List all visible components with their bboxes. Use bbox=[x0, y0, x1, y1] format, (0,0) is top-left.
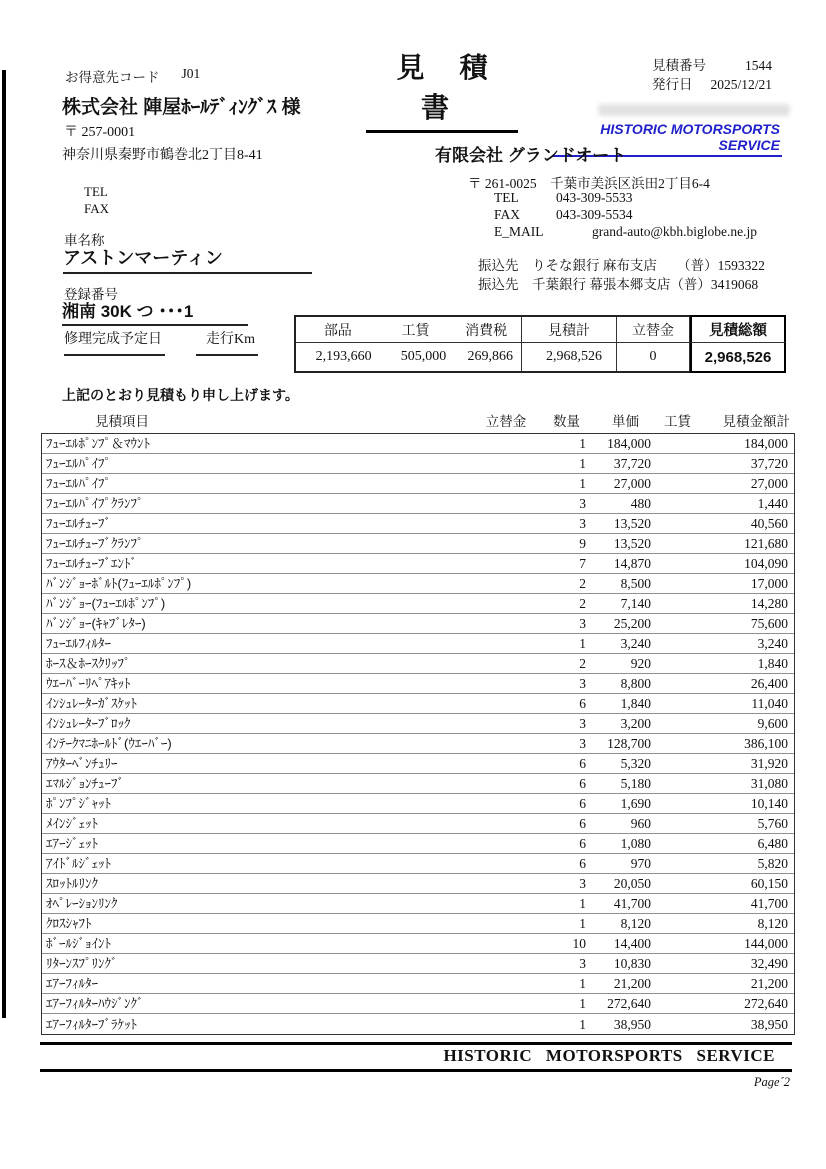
table-row bbox=[42, 434, 794, 454]
items-header-amount: 見積金額計 bbox=[722, 414, 790, 429]
cell-amount: 5,820 bbox=[757, 856, 788, 871]
table-row bbox=[42, 714, 794, 734]
cell-amount: 31,080 bbox=[750, 776, 788, 791]
table-row bbox=[42, 694, 794, 714]
cell-qty: 6 bbox=[579, 836, 586, 851]
cell-qty: 1 bbox=[579, 456, 586, 471]
cell-qty: 1 bbox=[579, 436, 586, 451]
cell-name: ｴｱｰｼﾞｪｯﾄ bbox=[46, 836, 98, 851]
notice-text: 上記のとおり見積もり申し上げます。 bbox=[62, 387, 299, 403]
summary-combo-values bbox=[296, 343, 522, 371]
customer-fax-label: FAX bbox=[84, 201, 110, 216]
cell-name: ﾌｭｰｴﾙﾎﾟﾝﾌﾟ＆ﾏｳﾝﾄ bbox=[46, 436, 151, 451]
cell-unit_price: 25,200 bbox=[613, 616, 651, 631]
vendor-email-row bbox=[494, 224, 757, 240]
cell-qty: 10 bbox=[572, 936, 586, 951]
cell-qty: 6 bbox=[579, 696, 586, 711]
cell-qty: 7 bbox=[579, 556, 586, 571]
summary-subtotal-label: 見積計 bbox=[522, 317, 617, 343]
cell-unit_price: 960 bbox=[630, 816, 651, 831]
summary-table bbox=[294, 315, 786, 373]
cell-unit_price: 38,950 bbox=[613, 1016, 651, 1032]
cell-unit_price: 5,180 bbox=[620, 776, 651, 791]
cell-name: ｲﾝﾃｰｸﾏﾆﾎｰﾙﾄﾞ(ｳｴｰﾊﾞｰ) bbox=[46, 736, 172, 751]
cell-qty: 6 bbox=[579, 816, 586, 831]
cell-name: ﾊﾞﾝｼﾞｮｰﾎﾞﾙﾄ(ﾌｭｰｴﾙﾎﾟﾝﾌﾟ) bbox=[46, 576, 192, 591]
cell-name: ﾊﾞﾝｼﾞｮｰ(ｷｬﾌﾞﾚﾀｰ) bbox=[46, 616, 146, 631]
table-row bbox=[42, 474, 794, 494]
registration-number: 湘南 30K つ ･･･1 bbox=[62, 297, 248, 326]
cell-unit_price: 14,870 bbox=[613, 556, 651, 571]
cell-name: ｴｱｰﾌｨﾙﾀｰﾊｳｼﾞﾝｸﾞ bbox=[46, 996, 144, 1011]
vendor-fax-row bbox=[494, 207, 633, 223]
cell-qty: 1 bbox=[579, 896, 586, 911]
cell-qty: 3 bbox=[579, 956, 586, 971]
estimate-no-label: 見積番号 bbox=[652, 58, 706, 73]
cell-name: ﾎｰｽ＆ﾎｰｽｸﾘｯﾌﾟ bbox=[46, 656, 131, 671]
bank-account-1: 振込先 りそな銀行 麻布支店 （普）1593322 bbox=[478, 258, 765, 273]
cell-amount: 272,640 bbox=[744, 996, 788, 1011]
cell-amount: 184,000 bbox=[744, 436, 788, 451]
cell-unit_price: 13,520 bbox=[613, 516, 651, 531]
table-row bbox=[42, 754, 794, 774]
cell-qty: 2 bbox=[579, 596, 586, 611]
cell-name: ｴｱｰﾌｨﾙﾀｰ bbox=[46, 976, 98, 991]
cell-qty: 6 bbox=[579, 776, 586, 791]
vehicle-name: アストンマーティン bbox=[63, 244, 312, 274]
document-meta bbox=[652, 56, 772, 94]
cell-unit_price: 272,640 bbox=[607, 996, 651, 1011]
cell-qty: 3 bbox=[579, 496, 586, 511]
cell-unit_price: 20,050 bbox=[613, 876, 651, 891]
summary-subtotal-value: 2,968,526 bbox=[522, 343, 617, 371]
cell-qty: 1 bbox=[579, 916, 586, 931]
cell-amount: 9,600 bbox=[757, 716, 788, 731]
cell-qty: 1 bbox=[579, 476, 586, 491]
table-row bbox=[42, 934, 794, 954]
cell-unit_price: 13,520 bbox=[613, 536, 651, 551]
cell-qty: 3 bbox=[579, 716, 586, 731]
cell-unit_price: 37,720 bbox=[613, 456, 651, 471]
table-row bbox=[42, 554, 794, 574]
table-row bbox=[42, 834, 794, 854]
summary-tax-label: 消費税 bbox=[465, 323, 508, 339]
cell-name: ﾌｭｰｴﾙﾁｭｰﾌﾞｴﾝﾄﾞ bbox=[46, 556, 137, 571]
bank-account-2: 振込先 千葉銀行 幕張本郷支店（普）3419068 bbox=[478, 277, 759, 292]
cell-amount: 8,120 bbox=[757, 916, 788, 931]
cell-amount: 37,720 bbox=[750, 456, 788, 471]
issue-date-value: 2025/12/21 bbox=[710, 77, 772, 92]
scan-artifact-bar bbox=[2, 70, 6, 1018]
cell-qty: 3 bbox=[579, 516, 586, 531]
mileage-underline bbox=[196, 354, 258, 356]
cell-unit_price: 27,000 bbox=[613, 476, 651, 491]
page-number: Page´2 bbox=[753, 1075, 790, 1089]
vendor-tel-row bbox=[494, 190, 633, 206]
summary-parts-value: 2,193,660 bbox=[315, 349, 372, 364]
registration-label: 登録番号 bbox=[64, 287, 118, 302]
cell-amount: 144,000 bbox=[744, 936, 788, 951]
footer-rule-top bbox=[40, 1042, 792, 1045]
summary-combo-header bbox=[296, 317, 522, 343]
cell-name: ｽﾛｯﾄﾙﾘﾝｸ bbox=[46, 876, 98, 891]
cell-amount: 31,920 bbox=[750, 756, 788, 771]
summary-total-value: 2,968,526 bbox=[690, 343, 786, 373]
cell-amount: 40,560 bbox=[750, 516, 788, 531]
mileage-label: 走行Km bbox=[206, 332, 255, 347]
cell-amount: 1,840 bbox=[757, 656, 788, 671]
cell-qty: 6 bbox=[579, 856, 586, 871]
cell-unit_price: 7,140 bbox=[620, 596, 651, 611]
table-row bbox=[42, 634, 794, 654]
cell-unit_price: 8,500 bbox=[620, 576, 651, 591]
table-row bbox=[42, 514, 794, 534]
table-row bbox=[42, 534, 794, 554]
cell-qty: 6 bbox=[579, 796, 586, 811]
summary-advance-label: 立替金 bbox=[617, 317, 690, 343]
cell-qty: 1 bbox=[579, 1016, 586, 1032]
cell-unit_price: 128,700 bbox=[607, 736, 651, 751]
cell-unit_price: 3,200 bbox=[620, 716, 651, 731]
cell-name: ｳｴｰﾊﾞｰﾘﾍﾟｱｷｯﾄ bbox=[46, 676, 131, 691]
cell-name: ﾌｭｰｴﾙﾌｨﾙﾀｰ bbox=[46, 636, 111, 651]
cell-name: ｵﾍﾟﾚｰｼｮﾝﾘﾝｸ bbox=[46, 896, 118, 911]
cell-amount: 17,000 bbox=[750, 576, 788, 591]
cell-unit_price: 5,320 bbox=[620, 756, 651, 771]
table-row bbox=[42, 1014, 794, 1034]
cell-unit_price: 3,240 bbox=[620, 636, 651, 651]
summary-labor-value: 505,000 bbox=[400, 349, 447, 364]
table-row bbox=[42, 454, 794, 474]
cell-amount: 5,760 bbox=[757, 816, 788, 831]
cell-amount: 14,280 bbox=[750, 596, 788, 611]
vendor-fax-label: FAX bbox=[494, 207, 521, 222]
cell-amount: 38,950 bbox=[750, 1016, 788, 1032]
table-row bbox=[42, 874, 794, 894]
cell-name: ﾌｭｰｴﾙﾁｭｰﾌﾞｸﾗﾝﾌﾟ bbox=[46, 536, 144, 551]
table-row bbox=[42, 954, 794, 974]
items-header-labor: 工賃 bbox=[664, 414, 691, 429]
customer-code-row bbox=[65, 66, 200, 86]
cell-name: ﾊﾞﾝｼﾞｮｰ(ﾌｭｰｴﾙﾎﾟﾝﾌﾟ) bbox=[46, 596, 166, 611]
vendor-logo: HISTORIC MOTORSPORTS SERVICE bbox=[552, 121, 782, 157]
cell-amount: 32,490 bbox=[750, 956, 788, 971]
cell-qty: 9 bbox=[579, 536, 586, 551]
customer-address: 神奈川県秦野市鶴巻北2丁目8-41 bbox=[62, 148, 263, 163]
cell-name: ｱｲﾄﾞﾙｼﾞｪｯﾄ bbox=[46, 856, 111, 871]
vendor-email-label: E_MAIL bbox=[494, 224, 544, 239]
items-body bbox=[41, 433, 795, 1035]
cell-amount: 121,680 bbox=[744, 536, 788, 551]
table-row bbox=[42, 674, 794, 694]
cell-name: ﾎﾞｰﾙｼﾞｮｲﾝﾄ bbox=[46, 936, 111, 951]
table-row bbox=[42, 574, 794, 594]
vendor-address: 〒 261-0025 千葉市美浜区浜田2丁目6-4 bbox=[468, 176, 710, 191]
cell-amount: 104,090 bbox=[744, 556, 788, 571]
cell-qty: 1 bbox=[579, 636, 586, 651]
cell-amount: 60,150 bbox=[750, 876, 788, 891]
table-row bbox=[42, 594, 794, 614]
table-row bbox=[42, 614, 794, 634]
cell-unit_price: 14,400 bbox=[613, 936, 651, 951]
summary-tax-value: 269,866 bbox=[467, 349, 513, 364]
customer-code-value: J01 bbox=[181, 66, 201, 81]
cell-amount: 386,100 bbox=[744, 736, 788, 751]
table-row bbox=[42, 854, 794, 874]
cell-unit_price: 970 bbox=[630, 856, 651, 871]
cell-qty: 6 bbox=[579, 756, 586, 771]
cell-unit_price: 184,000 bbox=[607, 436, 651, 451]
cell-qty: 1 bbox=[579, 976, 586, 991]
table-row bbox=[42, 974, 794, 994]
cell-name: ｴﾏﾙｼﾞｮﾝﾁｭｰﾌﾞ bbox=[46, 776, 124, 791]
table-row bbox=[42, 914, 794, 934]
footer-company: HISTORIC MOTORSPORTS SERVICE bbox=[443, 1046, 775, 1065]
issue-date-label: 発行日 bbox=[652, 77, 693, 92]
cell-amount: 21,200 bbox=[750, 976, 788, 991]
cell-amount: 11,040 bbox=[751, 696, 788, 711]
cell-name: ﾒｲﾝｼﾞｪｯﾄ bbox=[46, 816, 98, 831]
vendor-fax-value: 043-309-5534 bbox=[556, 207, 633, 222]
table-row bbox=[42, 734, 794, 754]
table-row bbox=[42, 494, 794, 514]
cell-name: ﾘﾀｰﾝｽﾌﾟﾘﾝｸﾞ bbox=[46, 956, 118, 971]
summary-advance-value: 0 bbox=[617, 343, 690, 371]
cell-unit_price: 920 bbox=[630, 656, 651, 671]
table-row bbox=[42, 654, 794, 674]
items-header-advance: 立替金 bbox=[485, 414, 527, 429]
schedule-row bbox=[64, 328, 255, 348]
vendor-name: 有限会社 グランドオート bbox=[435, 146, 627, 165]
cell-unit_price: 1,690 bbox=[620, 796, 651, 811]
cell-name: ﾌｭｰｴﾙﾁｭｰﾌﾞ bbox=[46, 516, 111, 531]
cell-name: ｴｱｰﾌｨﾙﾀｰﾌﾞﾗｹｯﾄ bbox=[46, 1016, 137, 1032]
table-row bbox=[42, 894, 794, 914]
scan-artifact-smudge bbox=[598, 104, 790, 116]
table-row bbox=[42, 774, 794, 794]
cell-unit_price: 10,830 bbox=[613, 956, 651, 971]
cell-qty: 2 bbox=[579, 576, 586, 591]
cell-name: ﾎﾟﾝﾌﾟｼﾞｬｯﾄ bbox=[46, 796, 111, 811]
cell-name: ﾌｭｰｴﾙﾊﾟｲﾌﾟ bbox=[46, 476, 111, 491]
cell-name: ｱｳﾀｰﾍﾞﾝﾁｭﾘｰ bbox=[46, 756, 118, 771]
summary-parts-label: 部品 bbox=[323, 323, 352, 339]
cell-qty: 3 bbox=[579, 736, 586, 751]
cell-name: ﾌｭｰｴﾙﾊﾟｲﾌﾟ bbox=[46, 456, 111, 471]
cell-name: ｲﾝｼｭﾚｰﾀｰｶﾞｽｹｯﾄ bbox=[46, 696, 137, 711]
estimate-no-value: 1544 bbox=[745, 58, 772, 73]
customer-tel-label: TEL bbox=[84, 184, 108, 199]
cell-amount: 26,400 bbox=[750, 676, 788, 691]
vendor-email-value: grand-auto@kbh.biglobe.ne.jp bbox=[592, 224, 758, 239]
vendor-tel-value: 043-309-5533 bbox=[556, 190, 633, 205]
cell-amount: 41,700 bbox=[750, 896, 788, 911]
cell-qty: 3 bbox=[579, 876, 586, 891]
cell-name: ｸﾛｽｼｬﾌﾄ bbox=[46, 916, 92, 931]
table-row bbox=[42, 814, 794, 834]
vendor-tel-label: TEL bbox=[494, 190, 519, 205]
cell-unit_price: 1,080 bbox=[620, 836, 651, 851]
cell-unit_price: 8,120 bbox=[620, 916, 651, 931]
items-header-qty: 数量 bbox=[553, 414, 580, 429]
table-row bbox=[42, 794, 794, 814]
customer-name: 株式会社 陣屋ﾎｰﾙﾃﾞｨﾝｸﾞｽ 様 bbox=[62, 97, 301, 118]
cell-qty: 3 bbox=[579, 616, 586, 631]
cell-unit_price: 8,800 bbox=[620, 676, 651, 691]
cell-amount: 6,480 bbox=[757, 836, 788, 851]
cell-qty: 2 bbox=[579, 656, 586, 671]
items-header-unit-price: 単価 bbox=[612, 414, 639, 429]
cell-qty: 3 bbox=[579, 676, 586, 691]
page-title: 見 積 書 bbox=[366, 46, 518, 133]
cell-amount: 27,000 bbox=[750, 476, 788, 491]
items-header-item: 見積項目 bbox=[95, 414, 149, 429]
cell-unit_price: 41,700 bbox=[613, 896, 651, 911]
cell-name: ﾌｭｰｴﾙﾊﾟｲﾌﾟｸﾗﾝﾌﾟ bbox=[46, 496, 144, 511]
table-row bbox=[42, 994, 794, 1014]
cell-name: ｲﾝｼｭﾚｰﾀｰﾌﾞﾛｯｸ bbox=[46, 716, 131, 731]
summary-labor-label: 工賃 bbox=[401, 323, 430, 339]
footer-rule-bottom bbox=[40, 1069, 792, 1072]
cell-amount: 75,600 bbox=[750, 616, 788, 631]
cell-amount: 10,140 bbox=[750, 796, 788, 811]
customer-zip: 〒 257-0001 bbox=[64, 125, 136, 140]
cell-amount: 3,240 bbox=[757, 636, 788, 651]
vehicle-name-label: 車名称 bbox=[64, 233, 105, 248]
completion-date-underline bbox=[64, 354, 165, 356]
items-table-header bbox=[42, 410, 794, 430]
cell-amount: 1,440 bbox=[757, 496, 788, 511]
completion-date-label: 修理完成予定日 bbox=[64, 332, 162, 347]
cell-unit_price: 480 bbox=[630, 496, 651, 511]
cell-unit_price: 1,840 bbox=[620, 696, 651, 711]
cell-unit_price: 21,200 bbox=[613, 976, 651, 991]
summary-total-label: 見積総額 bbox=[690, 315, 786, 343]
customer-code-label: お得意先コード bbox=[65, 70, 160, 85]
cell-qty: 1 bbox=[579, 996, 586, 1011]
